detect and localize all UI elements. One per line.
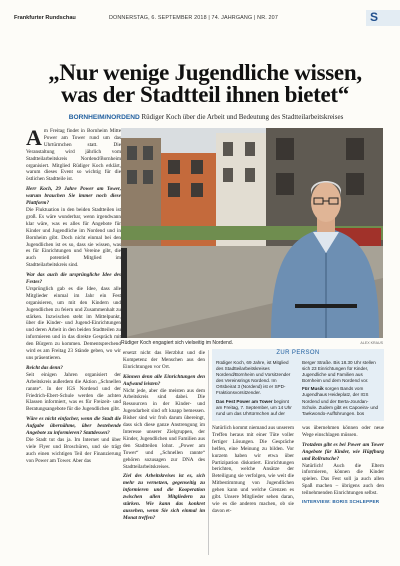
question-2: War das auch die ursprüngliche Idee des Festes? [26, 272, 121, 286]
article-column-4 [212, 425, 294, 515]
info-box-right [302, 360, 382, 417]
answer-3: Seit einigen Jahren organisiert der Arbeitskreis außerdem die Aktion „Schnellen rannte“. In der IGS Nordend und der Friedrich-Ebert-Schule werden die achten Klassen informiert, was es für Freizeit- und Beratungsangebote für die Jugendlichen gibt. [26, 371, 121, 413]
headline-line-1: „Nur wenige Jugendliche wissen, [48, 60, 362, 85]
question-3: Reicht das denn? [26, 364, 63, 371]
answer-1: Die Fluktuation in den beiden Stadtteilen ist groß. Es wäre wunderbar, wenn irgendwann klar wäre, was es alles für Angebote für Kinder und Jugendliche im Nordend und in Bornheim gibt. Doch nicht einmal bei den Jugendlichen ist es so, dass sie wissen, was es für Einrichtungen und Vereine gibt, die auch potentiell Mitglied im Stadtteilarbeitskreis sind. [26, 206, 121, 269]
info-box-music-text: sorgen Bands vom Jugendhaus Heideplatz, der IGS Nordend und der Berta-Jourdan-Schule. Zudem gibt es Capoeira- und Taekwondo-Aufführungen. bos [302, 386, 379, 416]
answer-5: ersetzt nicht das Herzblut und die Kompetenz der Menschen aus den Einrichtungen vor Ort. [123, 350, 205, 370]
headline-line-2: was der Stadtteil ihnen bietet“ [61, 82, 349, 107]
article-photo [121, 128, 383, 338]
info-box-person: Rüdiger Koch, 69 Jahre, ist Mitglied des Stadtteilarbeitskreises Nordend/Bornheim und Vorsitzender des Vereinsrings Nordend. Im Ortsbeirat 3 (Nordend) ist er SPD-Fraktionsvorsitzender. [216, 360, 291, 396]
intro-paragraph: m Freitag findet in Bornheim Mitte Power am Tower rund um das Uhrtürmchen statt. Die Veranstaltung wird jährlich vom Stadtteilarbeitskreis Nordend/Bornheim organisiert. Mitglied Rüdiger Koch erklärt, warum dieses Event so wichtig für die östlichen Stadtteile ist. [26, 128, 121, 183]
dateline: DONNERSTAG, 6. SEPTEMBER 2018 | 74. JAHRGANG | NR. 207 [109, 15, 278, 21]
article-column-2 [123, 350, 205, 522]
dropcap: A [26, 125, 42, 150]
masthead [14, 10, 400, 30]
answer-4: Die Stadt tut das ja. Im Internet und über viele Flyer und Broschüren, und sie trägt auch einen wichtigen Teil der Finanzierung von Power am Tower. Aber das [26, 436, 121, 464]
answer-2: Ursprünglich gab es die Idee, dass alle Mitglieder einmal im Jahr ein Fest organisieren, um mit den Kindern und Jugendlichen zu feiern und Zusammenhalt zu stärken. Inzwischen steht im Mittelpunkt, über die Kinder- und Jugend-Einrichtungen und deren Arbeit in den beiden Stadtteilen zu informieren und in das direkte Gespräch mit den Bürgern zu kommen. Dementsprechend wird es am Freitag 23 Stände geben, wo wir uns präsentieren. [26, 285, 121, 361]
question-4: Wäre es nicht einfacher, wenn die Stadt die Aufgabe übernähme, über bestehende Angebote zu informieren? Stattdessen? [26, 416, 121, 437]
info-box-event-text: beginnt am Freitag, 7. September, um 14 Uhr rund um das Uhrtürmchen auf der [216, 398, 292, 416]
question-6: Ziel des Arbeitskreises ist es, sich mehr zu vernetzen, gegenseitig zu informieren und die Kooperation zwischen allen Mitgliedern zu stärken. Wie kann das konkret aussehen, wenn Sie sich einmal im Monat treffen? [123, 473, 205, 521]
info-box-event-lead: Das Fest Power am Tower [216, 398, 273, 404]
photo-street-portrait [121, 128, 383, 338]
column-divider [208, 350, 209, 555]
info-box-street: Berger Straße. Bis 18.30 Uhr stellen sich 23 Einrichtungen für Kinder, Jugendliche und Familien aus Bornheim und dem Nordend vor. [302, 360, 376, 384]
article-column-1 [26, 125, 121, 465]
answer-8: was übernehmen können oder neue Wege einschlagen müssen. [302, 425, 384, 438]
question-1: Herr Koch, 29 Jahre Power am Tower, warum brauchen Sie immer noch diese Plattform? [26, 186, 121, 207]
info-box-event [216, 399, 296, 417]
info-box-music [302, 386, 382, 416]
article-column-5 [302, 425, 384, 506]
photo-credit: ALEX KRAUS [360, 341, 383, 345]
answer-9: Natürlich! Auch die Eltern informieren, können die Kinder spielen. Das Fest soll ja auch allen Spaß machen – übrigens auch den teilnehmenden Einrichtungen selbst. [302, 462, 384, 497]
info-box-left [216, 360, 296, 417]
question-5: Können denn alle Einrichtungen den Aufwand leisten? [123, 373, 205, 387]
paper-name: Frankfurter Rundschau [14, 15, 76, 21]
info-box-title: ZUR PERSON [276, 350, 320, 356]
subtitle-text: Rüdiger Koch über die Arbeit und Bedeutung des Stadtteilarbeitskreises [139, 113, 344, 121]
question-7: Trotzdem gibt es bei Power am Tower Angebote für Kinder, wie Hüpfburg und Rollrutsche? [302, 441, 384, 462]
headline [30, 62, 380, 106]
answer-7: Natürlich kommt niemand aus unserem Treffen heraus mit einer Tüte voller fertiger Lösungen. Die Gespräche helfen, eine Meinung zu bilden. Vor kurzem haben wir etwa über Partizipation diskutiert. Einrichtungen berichten, welche Ansätze der Beteiligung sie verfolgen, wie weit die Mitbestimmung von Jugendlichen gehen kann und welche Grenzen es gibt. Unsere Mitglieder sehen daran, wie es die anderen machen, ob sie davon et- [212, 425, 294, 514]
photo-caption: Rüdiger Koch engagiert sich vielseitig im Nordend. [121, 340, 234, 346]
answer-6: Nicht jede, aber die meisten aus dem Arbeitskreis sind dabei. Die Ressourcen in der Kinder- und Jugendarbeit sind oft knapp bemessen. Bisher sind wir froh darum übereingt, dass sich diese ganze Anstrengung im Interesse unserer Zielgruppen, der Kinder, Jugendlichen und Familien aus den Stadtteilen lohnt. „Power am Tower“ und „Schnellen rannte“ gehören sozusagen zur DNA des Stadtteilarbeitskreises. [123, 387, 205, 470]
interview-credit: INTERVIEW: BORIS SCHLEPPER [302, 499, 380, 505]
section-tab-letter: S [369, 10, 378, 24]
info-box-music-lead: Für Musik [302, 386, 324, 392]
subtitle [26, 113, 386, 121]
location-tag: BORNHEIM/NORDEND [68, 114, 140, 121]
